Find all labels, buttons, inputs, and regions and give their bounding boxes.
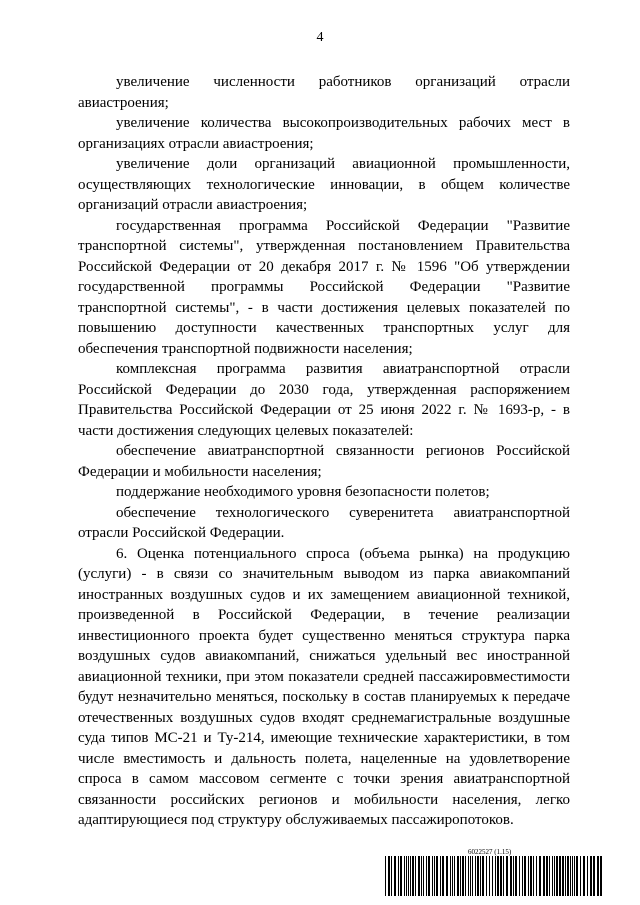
barcode-bar [574, 856, 575, 896]
barcode-bar [442, 856, 444, 896]
barcode-bar [510, 856, 512, 896]
barcode-bar [394, 856, 396, 896]
barcode-bar [412, 856, 414, 896]
barcode-bar [440, 856, 441, 896]
barcode-bar [497, 856, 499, 896]
barcode-bar [486, 856, 487, 896]
barcode-bar [522, 856, 523, 896]
barcode-bar [593, 856, 595, 896]
paragraph: обеспечение технологического суверенитета авиатранспортной отрасли Российской Федерации. [78, 504, 570, 541]
barcode [385, 856, 605, 896]
barcode-bar [446, 856, 448, 896]
barcode-bar [587, 856, 588, 896]
barcode-bar [506, 856, 508, 896]
barcode-bar [600, 856, 602, 896]
barcode-bar [436, 856, 438, 896]
barcode-bar [572, 856, 573, 896]
barcode-bar [470, 856, 471, 896]
barcode-bar [460, 856, 461, 896]
barcode-bar [418, 856, 420, 896]
barcode-bar [552, 856, 553, 896]
barcode-bar [519, 856, 520, 896]
barcode-bar [385, 856, 386, 896]
paragraph: комплексная программа развития авиатранспортной отрасли Российской Федерации до 2030 года, утвержденная распоряжением Правительства Российской Федерации от 25 июня 2022 г. № 1693-р, - в части достижения следующих целевых показателей: [78, 361, 570, 439]
barcode-bar [492, 856, 493, 896]
barcode-bar [528, 856, 529, 896]
document-code: 6022527 (1.15) [468, 848, 512, 856]
barcode-bar [406, 856, 407, 896]
barcode-bar [565, 856, 566, 896]
barcode-bar [475, 856, 476, 896]
barcode-bar [432, 856, 433, 896]
paragraph: увеличение количества высокопроизводительных рабочих мест в организациях отрасли авиастроения; [78, 115, 570, 152]
barcode-bar [410, 856, 411, 896]
barcode-bar [450, 856, 451, 896]
barcode-bar [408, 856, 409, 896]
barcode-bar [454, 856, 455, 896]
barcode-bar [590, 856, 592, 896]
barcode-bar [576, 856, 578, 896]
barcode-bar [570, 856, 571, 896]
barcode-bar [457, 856, 459, 896]
barcode-bar [398, 856, 399, 896]
barcode-bar [477, 856, 479, 896]
barcode-bar [562, 856, 564, 896]
barcode-bar [404, 856, 405, 896]
barcode-bar [546, 856, 548, 896]
barcode-bar [428, 856, 430, 896]
barcode-bar [495, 856, 496, 896]
barcode-bar [533, 856, 534, 896]
barcode-bar [423, 856, 424, 896]
page-number: 4 [316, 30, 324, 45]
barcode-bar [489, 856, 490, 896]
paragraph: государственная программа Российской Федерации "Развитие транспортной системы", утвержденная постановлением Правительства Российской Федерации от 20 декабря 2017 г. № 1596 "Об утверждении государственной программы Российской Федерации "Развитие транспортной системы", - в части достижения целевых показателей по повышению доступности качественных транспортных услуг для обеспечения транспортной подвижности населения; [78, 217, 570, 357]
barcode-bar [503, 856, 504, 896]
barcode-bar [500, 856, 502, 896]
paragraph: увеличение доли организаций авиационной промышленности, осуществляющих технологические инновации, в общем количестве организаций отрасли авиастроения; [78, 156, 570, 213]
barcode-bar [482, 856, 484, 896]
barcode-bar [515, 856, 517, 896]
barcode-bar [536, 856, 537, 896]
barcode-bar [559, 856, 561, 896]
barcode-bar [543, 856, 545, 896]
document-body [78, 72, 570, 831]
barcode-bar [583, 856, 585, 896]
barcode-bar [480, 856, 481, 896]
barcode-bar [554, 856, 555, 896]
barcode-bar [549, 856, 550, 896]
paragraph: увеличение численности работников организаций отрасли авиастроения; [78, 74, 570, 111]
paragraph: обеспечение авиатранспортной связанности регионов Российской Федерации и мобильности населения; [78, 443, 570, 480]
barcode-bar [468, 856, 469, 896]
barcode-bar [597, 856, 599, 896]
barcode-bar [421, 856, 422, 896]
barcode-bar [391, 856, 392, 896]
barcode-bar [472, 856, 473, 896]
barcode-bar [415, 856, 416, 896]
barcode-bar [524, 856, 526, 896]
barcode-bar [452, 856, 453, 896]
barcode-bar [462, 856, 464, 896]
paragraph: 6. Оценка потенциального спроса (объема рынка) на продукцию (услуги) - в связи со значительным выводом из парка авиакомпаний иностранных воздушных судов и их замещением авиационной техникой, произведенной в Российской Федерации, в течение реализации инвестиционного проекта будет существенно меняться структура парка воздушных судов авиакомпаний, снижаться удельный вес иностранной авиационной техники, при этом показатели средней пассажировместимости будут незначительно меняться, поскольку в состав планируемых к передаче отечественных воздушных судов входят среднемагистральные воздушные суда типов МС-21 и Ту-214, имеющие технические характеристики, в том числе вместимость и дальность полета, нацеленные на удовлетворение спроса в самом массовом сегменте с точки зрения авиатранспортной связанности российских регионов и мобильности населения, легко адаптирующиеся под структуру обслуживаемых пассажиропотоков. [78, 545, 570, 828]
barcode-bar [388, 856, 390, 896]
barcode-bar [426, 856, 427, 896]
barcode-bar [465, 856, 466, 896]
barcode-bar [567, 856, 569, 896]
barcode-bar [556, 856, 558, 896]
barcode-bar [539, 856, 541, 896]
barcode-bar [400, 856, 402, 896]
barcode-bar [434, 856, 435, 896]
barcode-bar [530, 856, 532, 896]
paragraph: поддержание необходимого уровня безопасности полетов; [116, 484, 490, 500]
barcode-bar [513, 856, 514, 896]
barcode-bar [580, 856, 581, 896]
